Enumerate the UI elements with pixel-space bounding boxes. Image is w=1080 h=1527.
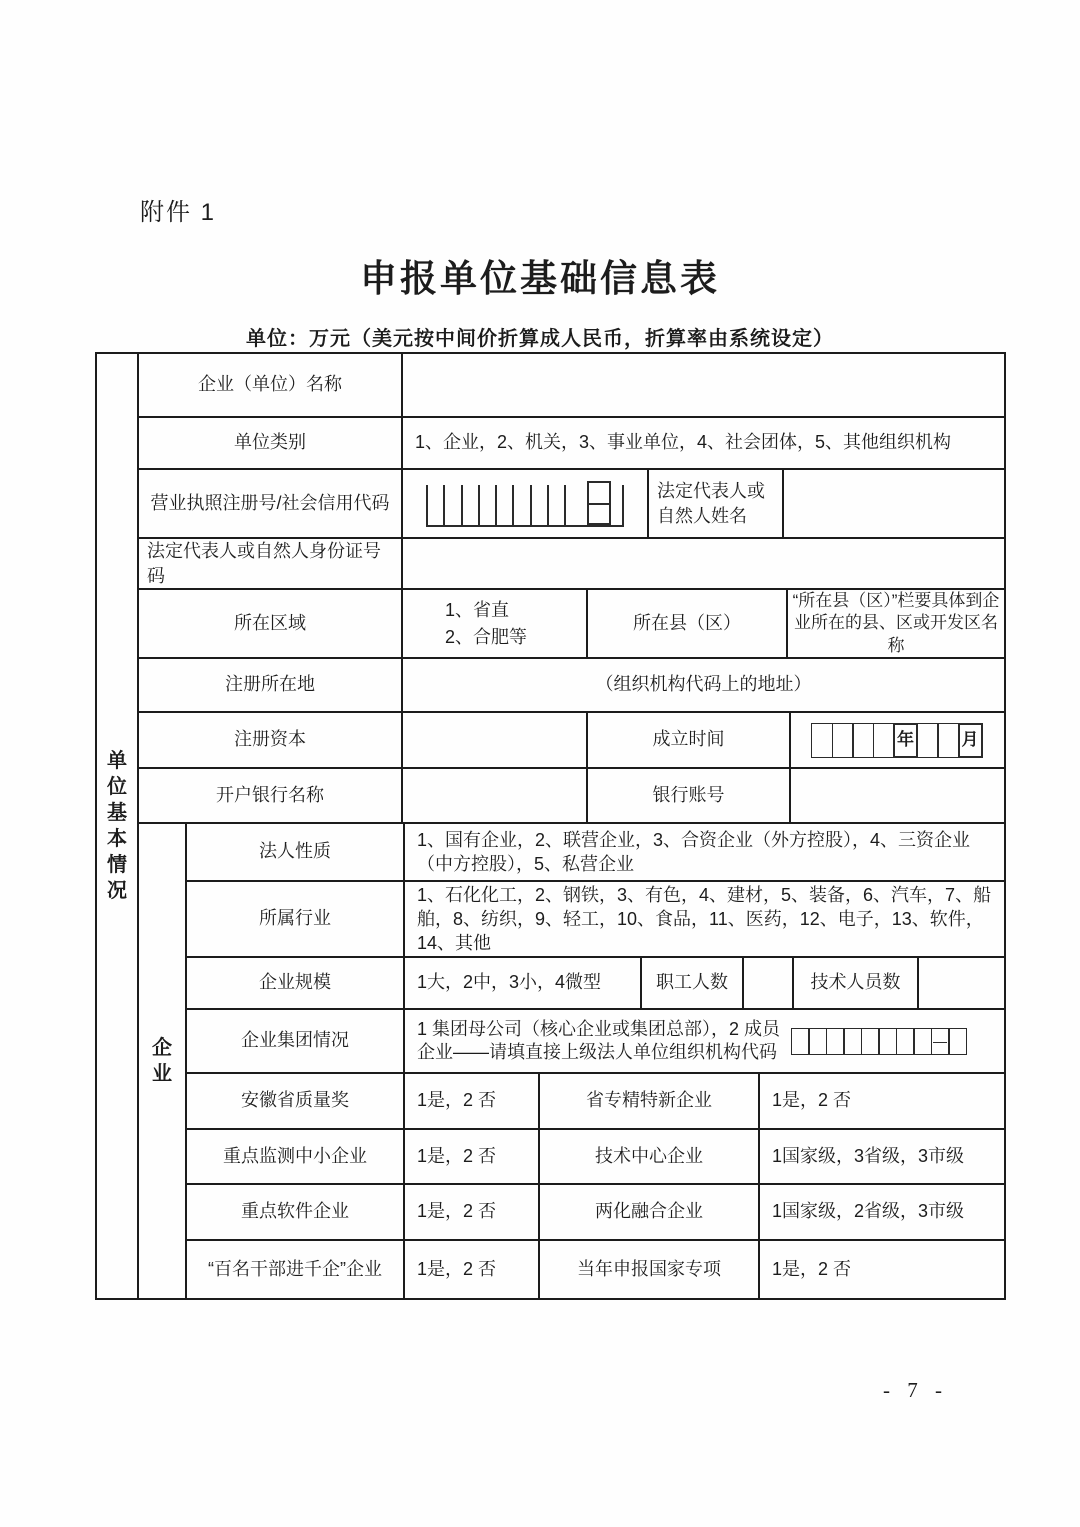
form-table xyxy=(95,352,1006,1300)
org-code-dash: — xyxy=(931,1028,950,1055)
page-number: - 7 - xyxy=(883,1378,948,1402)
capital-label: 注册资本 xyxy=(234,729,306,750)
legal-rep-name-value-cell xyxy=(782,470,1004,537)
legal-rep-name-label: 法定代表人或自然人姓名 xyxy=(647,470,782,537)
region-option-1: 1、省直 xyxy=(445,600,510,621)
scale-options: 1大，2中，3小，4微型 xyxy=(403,958,640,1008)
specialized-enterprise-value: 1是，2 否 xyxy=(758,1074,1004,1128)
attachment-label: 附件 1 xyxy=(140,199,217,226)
group-unit-basic-label: 单位基本情况 xyxy=(107,750,127,902)
group-enterprise-cell xyxy=(139,824,185,1298)
row-industry xyxy=(187,880,1004,956)
national-project-label: 当年申报国家专项 xyxy=(538,1241,758,1298)
quality-award-label: 安徽省质量奖 xyxy=(241,1090,349,1111)
row-address xyxy=(139,657,1004,711)
row-region xyxy=(139,588,1004,657)
unit-type-options: 1、企业，2、机关，3、事业单位，4、社会团体，5、其他组织机构 xyxy=(401,418,1004,468)
tech-center-value: 1国家级，3省级，3市级 xyxy=(758,1130,1004,1183)
region-options-cell xyxy=(401,590,586,657)
industry-label: 所属行业 xyxy=(259,908,331,929)
tech-count-label: 技术人员数 xyxy=(792,958,917,1008)
scale-label: 企业规模 xyxy=(259,972,331,993)
county-label: 所在县（区） xyxy=(586,590,786,657)
capital-value-cell xyxy=(401,713,586,767)
legal-nature-options: 1、国有企业，2、联营企业，3、合资企业（外方控股），4、三资企业（中方控股），5、私营企业 xyxy=(403,824,1004,880)
address-hint: （组织机构代码上的地址） xyxy=(401,659,1004,711)
enterprise-group-label: 企业集团情况 xyxy=(241,1030,349,1051)
software-enterprise-label: 重点软件企业 xyxy=(241,1201,349,1222)
row-unit-type xyxy=(139,416,1004,468)
monitored-sme-label: 重点监测中小企业 xyxy=(223,1145,367,1166)
founding-date-boxes-cell xyxy=(789,713,1004,767)
address-label: 注册所在地 xyxy=(225,674,315,695)
row-monitored-sme xyxy=(187,1128,1004,1183)
enterprise-group-options: 1 集团母公司（核心企业或集团总部），2 成员企业——请填直接上级法人单位组织机构代码 xyxy=(417,1018,781,1062)
integration-enterprise-value: 1国家级，2省级，3市级 xyxy=(758,1185,1004,1239)
enterprise-group-content xyxy=(403,1010,1004,1072)
group-unit-basic-cell xyxy=(97,354,139,1298)
specialized-enterprise-label: 省专精特新企业 xyxy=(538,1074,758,1128)
id-number-value-cell xyxy=(401,539,1004,588)
page-title: 申报单位基础信息表 xyxy=(360,258,720,299)
row-scale xyxy=(187,956,1004,1008)
row-license-code xyxy=(139,468,1004,537)
industry-options: 1、石化化工，2、钢铁，3、有色，4、建材，5、装备，6、汽车，7、船舶，8、纺织，9、轻工，10、食品，11、医药，12、电子，13、软件，14、其他 xyxy=(403,882,1004,956)
group-enterprise-label: 企业 xyxy=(152,1037,172,1085)
unit-type-label: 单位类别 xyxy=(234,432,306,453)
staff-count-value-cell xyxy=(742,958,792,1008)
legal-nature-label: 法人性质 xyxy=(259,841,331,862)
region-option-2: 2、合肥等 xyxy=(445,626,528,647)
row-capital xyxy=(139,711,1004,767)
row-cadre-enterprise xyxy=(187,1239,1004,1298)
software-enterprise-value: 1是，2 否 xyxy=(403,1185,538,1239)
integration-enterprise-label: 两化融合企业 xyxy=(538,1185,758,1239)
row-software-enterprise xyxy=(187,1183,1004,1239)
row-company-name xyxy=(139,354,1004,416)
bank-account-value-cell xyxy=(789,769,1004,822)
unit-note: 单位：万元（美元按中间价折算成人民币，折算率由系统设定） xyxy=(246,328,834,350)
company-name-label: 企业（单位）名称 xyxy=(198,374,342,395)
date-entry-boxes xyxy=(813,723,983,758)
county-note: “所在县（区）”栏要具体到企业所在的县、区或开发区名称 xyxy=(786,590,1004,657)
quality-award-value: 1是，2 否 xyxy=(403,1074,538,1128)
row-legal-nature xyxy=(187,824,1004,880)
monitored-sme-value: 1是，2 否 xyxy=(403,1130,538,1183)
bank-name-value-cell xyxy=(401,769,586,822)
tech-center-label: 技术中心企业 xyxy=(538,1130,758,1183)
license-code-boxes-cell xyxy=(401,470,647,537)
cadre-enterprise-label: “百名干部进千企”企业 xyxy=(208,1258,382,1279)
founding-date-label: 成立时间 xyxy=(586,713,789,767)
code-entry-boxes xyxy=(426,481,624,527)
bank-account-label: 银行账号 xyxy=(586,769,789,822)
row-bank xyxy=(139,767,1004,822)
org-code-boxes xyxy=(792,1028,1004,1055)
license-code-label: 营业执照注册号/社会信用代码 xyxy=(150,493,390,514)
company-name-value-cell xyxy=(401,354,1004,416)
national-project-value: 1是，2 否 xyxy=(758,1241,1004,1298)
bank-name-label: 开户银行名称 xyxy=(216,784,324,805)
row-enterprise-group xyxy=(187,1008,1004,1072)
row-quality-award xyxy=(187,1072,1004,1128)
staff-count-label: 职工人数 xyxy=(640,958,742,1008)
tech-count-value-cell xyxy=(917,958,1004,1008)
region-label: 所在区域 xyxy=(234,612,306,633)
month-char: 月 xyxy=(958,723,983,758)
enterprise-section xyxy=(139,822,1004,1298)
id-number-label: 法定代表人或自然人身份证号码 xyxy=(147,541,381,586)
cadre-enterprise-value: 1是，2 否 xyxy=(403,1241,538,1298)
year-char: 年 xyxy=(893,723,918,758)
row-id-number xyxy=(139,537,1004,588)
